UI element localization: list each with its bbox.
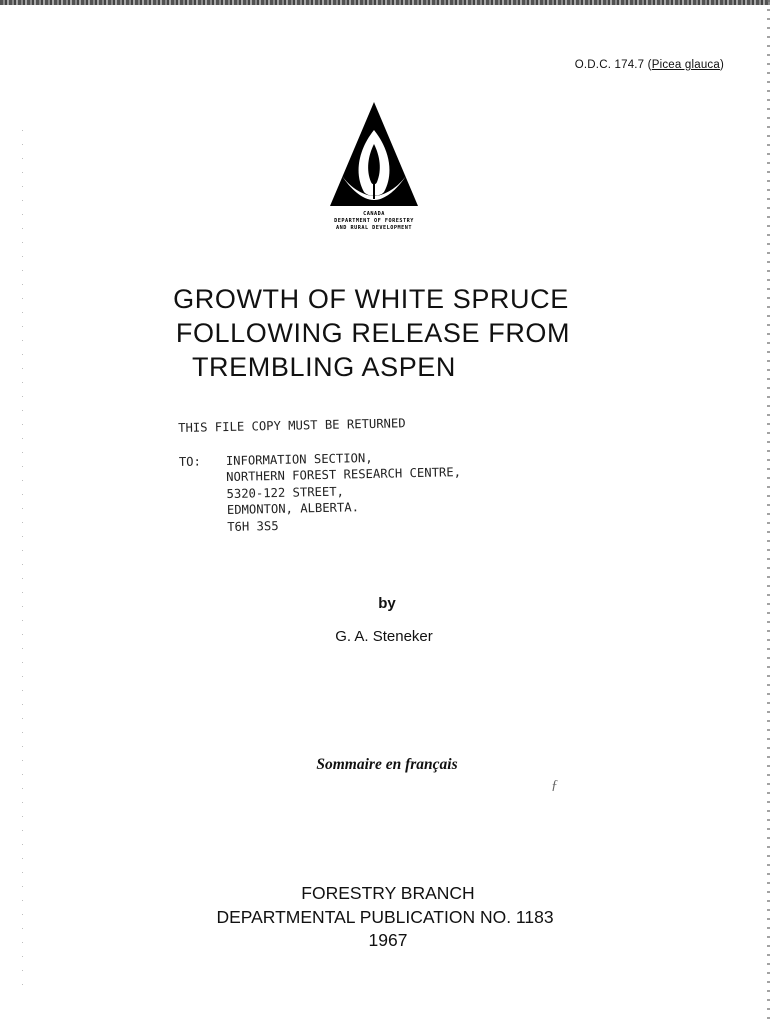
odc-species: Picea glauca (651, 59, 720, 71)
french-summary-note: Sommaire en français (316, 756, 458, 773)
odc-code: O.D.C. 174.7 (574, 59, 645, 71)
scan-edge-top (0, 0, 770, 5)
publication-footer (0, 882, 770, 953)
footer-branch: FORESTRY BRANCH (301, 883, 475, 903)
stamp-to-label: TO: (178, 454, 202, 469)
document-title (0, 282, 770, 384)
footer-year: 1967 (368, 930, 408, 950)
stray-pen-mark: ƒ (551, 778, 558, 793)
title-line: TREMBLING ASPEN (191, 352, 457, 382)
byline-by: by (378, 595, 396, 612)
author-name (0, 628, 770, 645)
stamp-address-line: 5320-122 STREET, (226, 484, 345, 501)
stamp-address (226, 448, 462, 535)
logo-caption (322, 211, 426, 232)
author-name-text: G. A. Steneker (335, 628, 433, 645)
stamp-address-line: INFORMATION SECTION, (225, 450, 373, 468)
stamp-address-block (179, 448, 462, 536)
footer-publication-number: DEPARTMENTAL PUBLICATION NO. 1183 (216, 906, 554, 927)
stamp-heading: THIS FILE COPY MUST BE RETURNED (178, 416, 406, 435)
odc-classification: O.D.C. 174.7 (Picea glauca) (574, 59, 724, 71)
logo-caption-line: DEPARTMENT OF FORESTRY (334, 218, 414, 224)
department-logo (322, 100, 426, 232)
title-line: GROWTH OF WHITE SPRUCE (173, 284, 569, 314)
logo-caption-line: AND RURAL DEVELOPMENT (335, 225, 413, 231)
stamp-address-line: EDMONTON, ALBERTA. (226, 500, 360, 517)
scan-edge-left (22, 130, 23, 990)
return-stamp (178, 414, 462, 536)
stamp-address-line: NORTHERN FOREST RESEARCH CENTRE, (226, 465, 462, 485)
stamp-address-line: T6H 3S5 (227, 518, 279, 534)
department-emblem-icon (328, 100, 420, 206)
logo-caption-line: CANADA (363, 211, 385, 217)
title-line: FOLLOWING RELEASE FROM (175, 318, 571, 348)
